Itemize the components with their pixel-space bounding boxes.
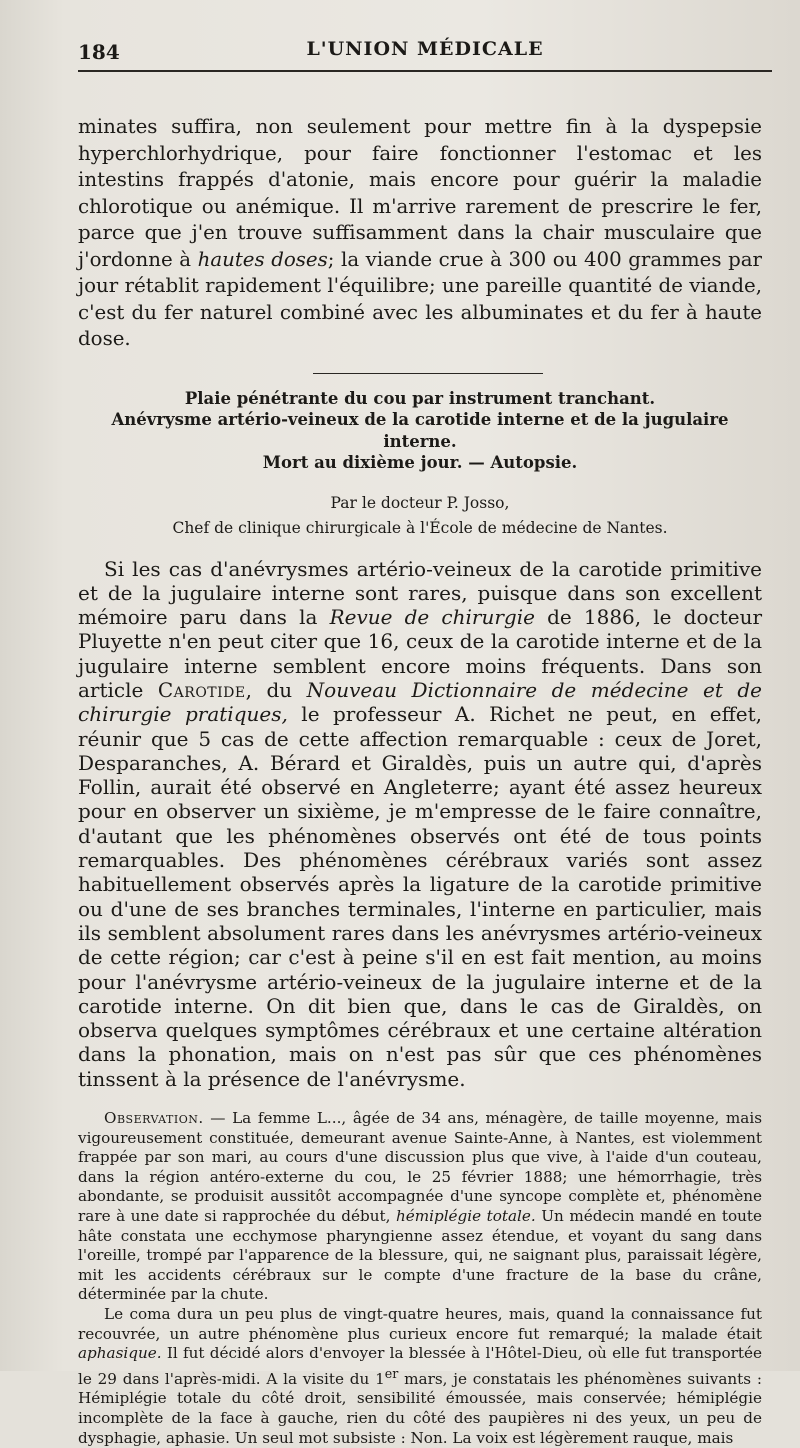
observation-label: Observation.: [104, 1109, 204, 1128]
continuation-text-2: ; la viande crue à 300 ou 400 grammes par jour rétablit rapidement l'équilibre; une pareille quantité de viande, c'est du fer naturel combiné avec les albuminates et du fer à haute dose.: [78, 247, 762, 350]
running-header: [78, 30, 772, 72]
intro-text-1: Si les cas d'anévrysmes artério-veineux de la carotide primitive et de la jugulaire interne sont rares, puisque dans son excellent mémoire paru dans la: [78, 556, 762, 630]
intro-italic-dictionary: Nouveau Dictionnaire de médecine et de chirurgie pratiques,: [78, 677, 762, 727]
article-title-line-2: Anévrysme artério-veineux de la carotide interne et de la jugulaire interne.: [111, 410, 729, 451]
article-title-line-1: Plaie pénétrante du cou par instrument tranchant.: [184, 388, 656, 408]
article-title-line-3: Mort au dixième jour. — Autopsie.: [262, 453, 578, 472]
page-number: 184: [78, 40, 120, 64]
continuation-text-1: minates suffira, non seulement pour mettre fin à la dyspepsie hyperchlorhydrique, pour faire fonctionner l'estomac et les intestins frappés d'atonie, mais encore pour guérir la maladie chlorotique ou anémique. Il m'arrive rarement de prescrire le fer, parce que j'en trouve suffisamment dans la chair musculaire que j'ordonne à: [78, 115, 762, 271]
observation-italic-1: hémiplégie totale.: [395, 1207, 536, 1225]
observation-superscript: er: [384, 1365, 399, 1381]
continuation-paragraph: [78, 114, 762, 353]
observation-text-5: mars, je constatais les phénomènes suivants : Hémiplégie totale du côté droit, sensibilité émoussée, mais conservée; hémiplégie incomplète de la face à gauche, rien du côté des paupières ni des yeux, un peu de dysphagie, aphasie. Un seul mot subsiste : Non. La voix est légèrement rauque, mais: [78, 1369, 762, 1447]
continuation-italic: hautes doses: [197, 247, 328, 271]
intro-text-2: de 1886, le docteur Pluyette n'en peut citer que 16, ceux de la carotide interne et de la jugulaire interne semblent encore moins fréquents. Dans son article: [78, 605, 763, 702]
observation-text-1: — La femme L..., âgée de 34 ans, ménagère, de taille moyenne, mais vigoureusement constituée, demeurant avenue Sainte-Anne, à Nantes, est violemment frappée par son mari, au cours d'une discussion plus que vive, à l'aide d'un couteau, dans la région antéro-externe du cou, le 25 février 1888; une hémorrhagie, très abondante, se produisit aussitôt accompagnée d'une syncope complète et, phénomène rare à une date si rapprochée du début,: [78, 1109, 762, 1225]
observation-text-2: Un médecin mandé en toute hâte constata une ecchymose pharyngienne assez étendue, et voyant du sang dans l'oreille, trompé par l'apparence de la blessure, qui, ne saignant plus, paraissait légère, mit les accidents cérébraux sur le compte d'une fracture de la base du crâne, déterminée par la chute.: [78, 1207, 762, 1304]
author-affiliation: Chef de clinique chirurgicale à l'École de médecine de Nantes.: [172, 518, 668, 537]
observation-paragraph-1: [78, 1109, 762, 1305]
intro-text-4: le professeur A. Richet ne peut, en effet, réunir que 5 cas de cette affection remarquable : ceux de Joret, Desparanches, A. Bérard et Giraldès, puis un autre qui, d'après Follin, aurait été observé en Angleterre; ayant été assez heureux pour en observer un sixième, je m'empresse de le faire connaître, d'autant que les phénomènes observés ont été de tous points remarquables. Des phénomènes cérébraux variés sont assez habituellement observés après la ligature de la carotide primitive ou d'une de ses branches terminales, l'interne en particulier, mais ils semblent absolument rares dans les anévrysmes artério-veineux de cette région; car c'est à peine s'il en est fait mention, au moins pour l'anévrysme artério-veineux de la jugulaire interne et de la carotide interne. On dit bien que, dans le cas de Giraldès, on observa quelques symptômes cérébraux et une certaine altération dans la phonation, mais on n'est pas sûr que ces phénomènes tinssent à la présence de l'anévrysme.: [78, 702, 763, 1091]
observation-italic-2: aphasique.: [78, 1344, 162, 1363]
section-divider: [313, 373, 543, 374]
intro-smallcaps-carotide: Carotide: [157, 677, 246, 702]
intro-paragraph: [78, 557, 762, 1092]
intro-text-3: , du: [245, 677, 307, 702]
journal-title: L'UNION MÉDICALE: [306, 38, 544, 60]
observation-text-3: Le coma dura un peu plus de vingt-quatre heures, mais, quand la connaissance fut recouvrée, un autre phénomène plus curieux encore fut remarqué; la malade était: [78, 1304, 762, 1343]
observation-text-4: Il fut décidé alors d'envoyer la blessée à l'Hôtel-Dieu, où elle fut transportée le 29 dans l'après-midi. A la visite du 1: [78, 1344, 762, 1388]
article-author: Par le docteur P. Josso,: [330, 493, 510, 512]
observation-paragraph-2: [78, 1305, 762, 1448]
intro-italic-journal: Revue de chirurgie: [329, 605, 535, 630]
